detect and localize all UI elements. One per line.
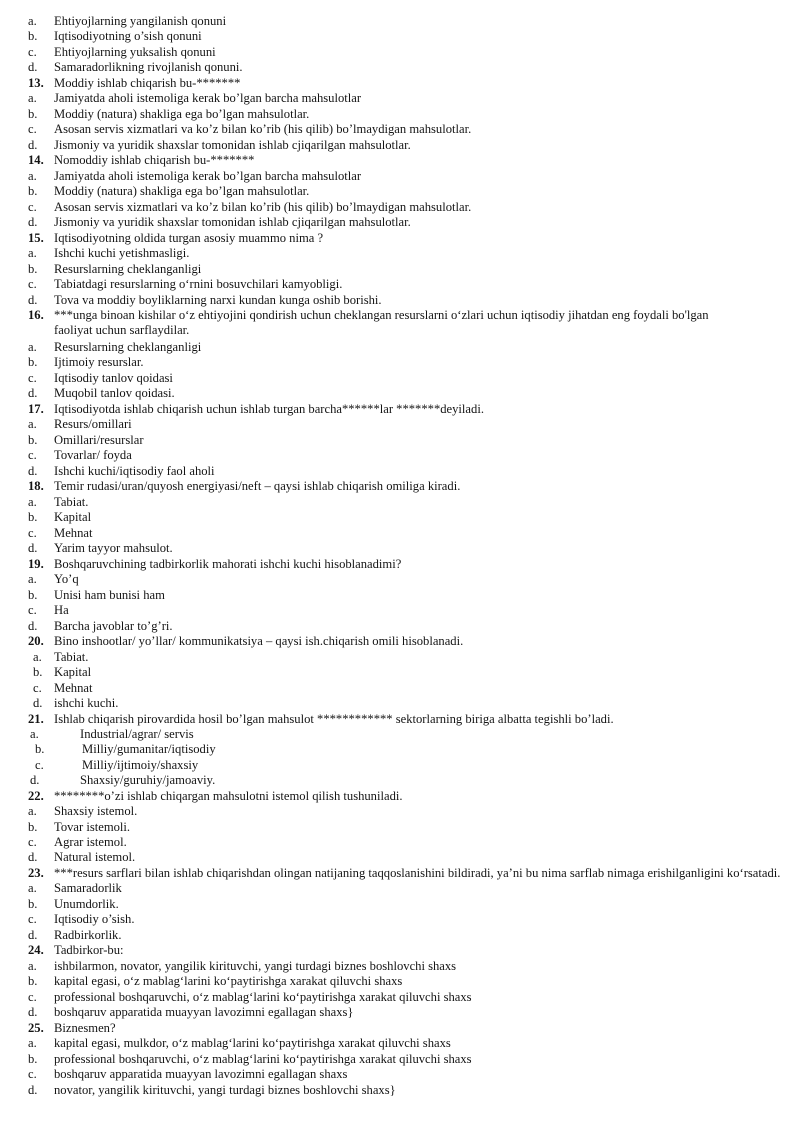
option-line: [0, 169, 800, 184]
option-letter: d.: [30, 773, 40, 787]
option-text: Kapital: [54, 665, 92, 679]
option-text: Tabiatdagi resurslarning o‘rnini bosuvchilari kamyobligi.: [54, 277, 343, 291]
option-letter: a.: [28, 572, 37, 586]
option-text: kapital egasi, mulkdor, o‘z mablag‘larini ko‘paytirishga xarakat qiluvchi shaxs: [54, 1036, 451, 1050]
option-letter: c.: [28, 990, 37, 1004]
option-letter: c.: [28, 1067, 37, 1081]
option-letter: d.: [28, 1005, 38, 1019]
option-line: [0, 262, 800, 277]
option-line: [0, 371, 800, 386]
option-line: [0, 91, 800, 106]
option-text: Barcha javoblar to’g’ri.: [54, 619, 173, 633]
option-letter: b.: [33, 665, 43, 679]
question-line: [0, 557, 800, 572]
option-letter: b.: [28, 1052, 38, 1066]
option-text: Ehtiyojlarning yangilanish qonuni: [54, 14, 227, 28]
option-text: Agrar istemol.: [54, 835, 127, 849]
option-letter: c.: [28, 200, 37, 214]
option-letter: c.: [28, 603, 37, 617]
question-number: 24.: [28, 943, 44, 957]
option-text: Resurslarning cheklanganligi: [54, 340, 202, 354]
question-number: 17.: [28, 402, 44, 416]
option-text: Samaradorlik: [54, 881, 122, 895]
option-text: faoliyat uchun sarflaydilar.: [54, 323, 190, 337]
question-number: 22.: [28, 789, 44, 803]
option-text: Yarim tayyor mahsulot.: [54, 541, 173, 555]
question-line: [0, 308, 800, 323]
question-number: 13.: [28, 76, 44, 90]
option-line: [0, 850, 800, 865]
question-text: Biznesmen?: [54, 1021, 116, 1035]
option-text: Resurs/omillari: [54, 417, 132, 431]
question-number: 16.: [28, 308, 44, 322]
option-text: Asosan servis xizmatlari va ko’z bilan ko’rib (his qilib) bo’lmaydigan mahsulotlar.: [54, 122, 472, 136]
option-line: [0, 14, 800, 29]
option-letter: d.: [28, 619, 38, 633]
option-letter: d.: [28, 1083, 38, 1097]
option-letter: a.: [28, 804, 37, 818]
option-line: [0, 742, 800, 757]
option-text: Samaradorlikning rivojlanish qonuni.: [54, 60, 243, 74]
option-letter: a.: [28, 340, 37, 354]
option-letter: c.: [28, 45, 37, 59]
option-line: [0, 45, 800, 60]
option-line: [0, 619, 800, 634]
option-line: [0, 60, 800, 75]
option-text: Mehnat: [54, 526, 93, 540]
option-letter: a.: [28, 495, 37, 509]
question-line: [0, 402, 800, 417]
option-letter: d.: [28, 850, 38, 864]
option-line: [0, 510, 800, 525]
option-letter: a.: [28, 91, 37, 105]
question-line: [0, 231, 800, 246]
option-letter: b.: [28, 107, 38, 121]
option-text: Omillari/resurslar: [54, 433, 144, 447]
option-letter: b.: [28, 820, 38, 834]
option-line: [0, 820, 800, 835]
option-text: Industrial/agrar/ servis: [80, 727, 194, 741]
option-text: Ijtimoiy resurslar.: [54, 355, 144, 369]
option-text: Ishchi kuchi/iqtisodiy faol aholi: [54, 464, 215, 478]
option-line: [0, 386, 800, 401]
option-letter: c.: [28, 448, 37, 462]
question-line: [0, 153, 800, 168]
option-text: Milliy/gumanitar/iqtisodiy: [82, 742, 216, 756]
question-text: Iqtisodiyotda ishlab chiqarish uchun ishlab turgan barcha******lar *******deyiladi.: [54, 402, 484, 416]
option-line: [0, 959, 800, 974]
option-letter: a.: [28, 246, 37, 260]
option-line: [0, 928, 800, 943]
question-text: Temir rudasi/uran/quyosh energiyasi/neft – qaysi ishlab chiqarish omiliga kiradi.: [54, 479, 461, 493]
option-line: [0, 464, 800, 479]
question-text: Tadbirkor-bu:: [54, 943, 124, 957]
option-text: Moddiy (natura) shakliga ega bo’lgan mahsulotlar.: [54, 184, 310, 198]
option-letter: b.: [28, 355, 38, 369]
option-text: Kapital: [54, 510, 92, 524]
option-line: [0, 340, 800, 355]
question-line: [0, 1021, 800, 1036]
option-letter: d.: [28, 215, 38, 229]
option-letter: d.: [28, 293, 38, 307]
question-text: Moddiy ishlab chiqarish bu-*******: [54, 76, 241, 90]
option-text: novator, yangilik kirituvchi, yangi turdagi biznes boshlovchi shaxs}: [54, 1083, 396, 1097]
question-number: 23.: [28, 866, 44, 880]
option-text: professional boshqaruvchi, o‘z mablag‘larini ko‘paytirishga xarakat qiluvchi shaxs: [54, 990, 472, 1004]
question-text: ***unga binoan kishilar o‘z ehtiyojini qondirish uchun cheklangan resurslarni o‘zlari uchun iqtisodiy jihatdan eng foydali bo'lgan: [54, 308, 709, 322]
option-text: Asosan servis xizmatlari va ko’z bilan ko’rib (his qilib) bo’lmaydigan mahsulotlar.: [54, 200, 472, 214]
option-line: [0, 433, 800, 448]
option-line: [0, 200, 800, 215]
option-letter: a.: [28, 881, 37, 895]
option-letter: a.: [28, 959, 37, 973]
question-line: [0, 712, 800, 727]
option-line: [0, 293, 800, 308]
option-text: Ehtiyojlarning yuksalish qonuni: [54, 45, 216, 59]
question-line: [0, 479, 800, 494]
option-letter: c.: [28, 912, 37, 926]
option-letter: c.: [28, 835, 37, 849]
option-text: Tabiat.: [54, 650, 89, 664]
option-line: [0, 1005, 800, 1020]
question-number: 18.: [28, 479, 44, 493]
option-text: Natural istemol.: [54, 850, 136, 864]
option-text: Jamiyatda aholi istemoliga kerak bo’lgan barcha mahsulotlar: [54, 91, 362, 105]
option-line: [0, 215, 800, 230]
option-line: [0, 897, 800, 912]
option-text: Unisi ham bunisi ham: [54, 588, 165, 602]
option-text: boshqaruv apparatida muayyan lavozimni egallagan shaxs: [54, 1067, 348, 1081]
option-line: [0, 603, 800, 618]
option-letter: d.: [28, 464, 38, 478]
option-line: [0, 526, 800, 541]
option-letter: a.: [33, 650, 42, 664]
option-line: [0, 912, 800, 927]
option-text: Ha: [54, 603, 69, 617]
option-text: Tova va moddiy boyliklarning narxi kundan kunga oshib borishi.: [54, 293, 382, 307]
option-text: Jismoniy va yuridik shaxslar tomonidan ishlab cjiqarilgan mahsulotlar.: [54, 138, 411, 152]
question-text: ********o’zi ishlab chiqargan mahsulotni istemol qilish tushuniladi.: [54, 789, 403, 803]
option-text: Iqtisodiy tanlov qoidasi: [54, 371, 173, 385]
question-text: Boshqaruvchining tadbirkorlik mahorati ishchi kuchi hisoblanadimi?: [54, 557, 402, 571]
option-letter: c.: [28, 122, 37, 136]
option-line: [0, 1067, 800, 1082]
option-text: Unumdorlik.: [54, 897, 119, 911]
option-letter: a.: [28, 417, 37, 431]
question-line: [0, 943, 800, 958]
question-number: 15.: [28, 231, 44, 245]
option-letter: d.: [28, 928, 38, 942]
option-text: Yo’q: [54, 572, 79, 586]
option-line: [0, 572, 800, 587]
option-line: [0, 804, 800, 819]
option-line: [0, 881, 800, 896]
option-text: Moddiy (natura) shakliga ega bo’lgan mahsulotlar.: [54, 107, 310, 121]
option-line: [0, 665, 800, 680]
question-number: 21.: [28, 712, 44, 726]
option-letter: c.: [28, 526, 37, 540]
option-line: [0, 835, 800, 850]
option-line: [0, 29, 800, 44]
option-letter: d.: [28, 60, 38, 74]
option-letter: a.: [30, 727, 39, 741]
question-number: 19.: [28, 557, 44, 571]
option-text: Tovarlar/ foyda: [54, 448, 132, 462]
option-line: [0, 650, 800, 665]
option-line: [0, 246, 800, 261]
option-text: Milliy/ijtimoiy/shaxsiy: [82, 758, 199, 772]
option-letter: b.: [28, 510, 38, 524]
option-letter: c.: [35, 758, 44, 772]
option-letter: a.: [28, 169, 37, 183]
question-number: 25.: [28, 1021, 44, 1035]
option-letter: c.: [28, 371, 37, 385]
option-line: [0, 541, 800, 556]
option-letter: a.: [28, 14, 37, 28]
question-number: 14.: [28, 153, 44, 167]
option-letter: b.: [28, 262, 38, 276]
option-text: Tovar istemoli.: [54, 820, 131, 834]
option-line: [0, 184, 800, 199]
option-letter: a.: [28, 1036, 37, 1050]
option-text: Jamiyatda aholi istemoliga kerak bo’lgan barcha mahsulotlar: [54, 169, 362, 183]
question-text: Nomoddiy ishlab chiqarish bu-*******: [54, 153, 255, 167]
option-line: [0, 588, 800, 603]
option-line: [0, 495, 800, 510]
option-text: Jismoniy va yuridik shaxslar tomonidan ishlab cjiqarilgan mahsulotlar.: [54, 215, 411, 229]
option-line: [0, 727, 800, 742]
option-text: ishbilarmon, novator, yangilik kirituvchi, yangi turdagi biznes boshlovchi shaxs: [54, 959, 457, 973]
option-letter: d.: [33, 696, 43, 710]
option-line: [0, 277, 800, 292]
question-number: 20.: [28, 634, 44, 648]
option-letter: b.: [28, 588, 38, 602]
option-line: [0, 990, 800, 1005]
option-line: [0, 355, 800, 370]
option-text: Tabiat.: [54, 495, 89, 509]
option-letter: d.: [28, 386, 38, 400]
option-line: [0, 107, 800, 122]
option-text: Mehnat: [54, 681, 93, 695]
question-line: [0, 866, 800, 881]
option-line: [0, 1052, 800, 1067]
option-text: Iqtisodiy o’sish.: [54, 912, 135, 926]
option-text: Shaxsiy istemol.: [54, 804, 138, 818]
option-text: Iqtisodiyotning o’sish qonuni: [54, 29, 202, 43]
option-line: [0, 417, 800, 432]
continuation-line: [0, 323, 800, 338]
option-text: Radbirkorlik.: [54, 928, 122, 942]
option-line: [0, 974, 800, 989]
option-line: [0, 122, 800, 137]
question-line: [0, 634, 800, 649]
option-text: boshqaruv apparatida muayyan lavozimni egallagan shaxs}: [54, 1005, 354, 1019]
option-letter: c.: [33, 681, 42, 695]
option-line: [0, 138, 800, 153]
option-letter: b.: [28, 184, 38, 198]
option-text: Shaxsiy/guruhiy/jamoaviy.: [80, 773, 216, 787]
option-line: [0, 1083, 800, 1098]
option-line: [0, 773, 800, 788]
option-letter: b.: [28, 974, 38, 988]
question-text: Iqtisodiyotning oldida turgan asosiy muammo nima ?: [54, 231, 324, 245]
question-text: Ishlab chiqarish pirovardida hosil bo’lgan mahsulot ************ sektorlarning biriga albatta tegishli bo’ladi.: [54, 712, 614, 726]
question-line: [0, 76, 800, 91]
option-text: Muqobil tanlov qoidasi.: [54, 386, 175, 400]
option-line: [0, 696, 800, 711]
option-line: [0, 758, 800, 773]
option-text: kapital egasi, o‘z mablag‘larini ko‘paytirishga xarakat qiluvchi shaxs: [54, 974, 403, 988]
option-text: ishchi kuchi.: [54, 696, 119, 710]
option-text: professional boshqaruvchi, o‘z mablag‘larini ko‘paytirishga xarakat qiluvchi shaxs: [54, 1052, 472, 1066]
option-letter: d.: [28, 138, 38, 152]
question-text: ***resurs sarflari bilan ishlab chiqarishdan olingan natijaning taqqoslanishini bildiradi, ya’ni bu nima sarflab nimaga erishilganligini ko‘rsatadi.: [54, 866, 781, 880]
question-line: [0, 789, 800, 804]
option-text: Ishchi kuchi yetishmasligi.: [54, 246, 190, 260]
option-letter: c.: [28, 277, 37, 291]
option-letter: b.: [28, 897, 38, 911]
option-letter: b.: [35, 742, 45, 756]
option-line: [0, 448, 800, 463]
option-text: Resurslarning cheklanganligi: [54, 262, 202, 276]
option-letter: b.: [28, 433, 38, 447]
option-line: [0, 681, 800, 696]
option-line: [0, 1036, 800, 1051]
question-text: Bino inshootlar/ yo’llar/ kommunikatsiya – qaysi ish.chiqarish omili hisoblanadi.: [54, 634, 464, 648]
option-letter: b.: [28, 29, 38, 43]
option-letter: d.: [28, 541, 38, 555]
